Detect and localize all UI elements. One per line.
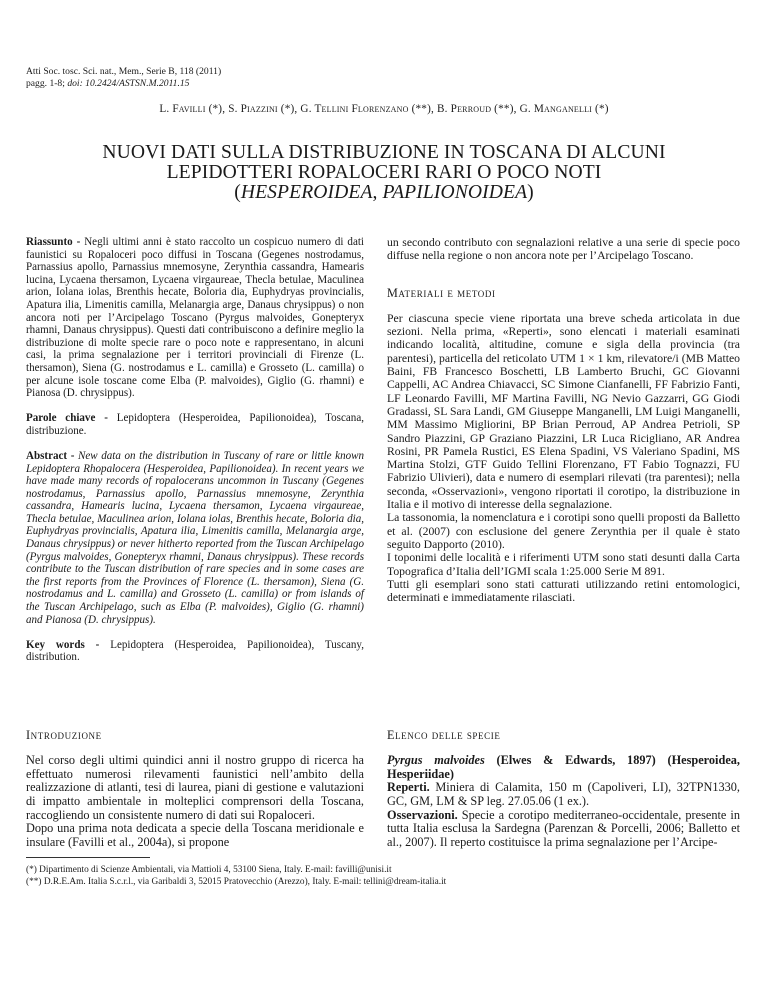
osservazioni-label: Osservazioni. (387, 807, 458, 822)
riassunto-text: Negli ultimi anni è stato raccolto un cospicuo numero di dati faunistici su Ropaloceri poco diffusi in Toscana (Gegenes nostrodamus, Parnassius apollo, Parnassius mnemosyne, Zerynthia cassandra, Hamearis lucina, Lycaena thersamon, Lycaena virgaureae, Thecla betulae, Maculinea arion, Iolana iolas, Brenthis hecate, Boloria dia, Euphydryas provincialis, Apatura ilia, Limenitis camilla, Melanargia arge, Danaus chrysippus) o non ancora noti per l’Arcipelago Toscano (Pyrgus malvoides, Gonepteryx rhamni, Danaus chrysippus). Questi dati contribuiscono a definire meglio la distribuzione di molte specie rare o poco note e rappresentano, in alcuni casi, la prima segnalazione per i territori provinciali di Firenze (L. thersamon), Siena (G. nostrodamus e L. camilla) e Grosseto (L. camilla) o per alcune isole toscane come Elba (P. malvoides), Giglio (G. rhamni) e Pianosa (D. chrysippus). (26, 236, 364, 400)
page-range: pagg. 1-8; (26, 78, 65, 89)
parole-chiave-label: Parole chiave - (26, 412, 117, 425)
osservazioni-text: Specie a corotipo mediterraneo-occidentale, presente in tutta Italia esclusa la Sardegna (Parenzan & Porcelli, 2006; Balletto et al., 2007). Il reperto costituisce la prima segnalazione per l’Arcipe- (387, 807, 740, 849)
species-authority: (Elwes & Edwards, 1897) (Hesperoidea, Hesperiidae) (387, 753, 740, 781)
abstract (26, 450, 364, 626)
title-sep: , (372, 182, 383, 203)
materiali-p1: Per ciascuna specie viene riportata una breve scheda articolata in due sezioni. Nella prima, «Reperti», sono elencati i materiali esaminati indicando località, altitudine, comune e sigla della provincia (tra parentesi), particella del reticolato UTM 1 × 1 km, rilevatore/i (MB Matteo Baini, FB Francesco Boschetti, LB Lamberto Bruchi, GC Giovanni Cappelli, AC Andrea Chiavacci, SC Simone Cianfanelli, FF Fabrizio Fanti, LF Leonardo Favilli, MF Martina Favilli, NG Nevio Gazzarri, GG Giodi Gradassi, SL Sara Landi, GM Giuseppe Manganelli, LM Luigi Manganelli, MM Massimo Migliorini, BP Brian Perroud, AP Andrea Petrioli, SP Sandro Piazzini, GP Graziano Piazzini, LR Luca Ricigliano, AR Andrea Rosini, PR Pamela Rustici, ES Elena Spadini, VS Valeriano Spadini, MS Martina Stolzi, GTF Guido Tellini Florenzano, FT Fabio Tognazzi, FU Fabrizio Ulivieri), data e numero di esemplari rilevati (tra parentesi); nella seconda, «Osservazioni», vengono riportati il corotipo, la distribuzione in Italia e il motivo di interesse della segnalazione. (387, 311, 740, 512)
title-line-3 (40, 183, 728, 203)
title-taxon-b: PAPILIONOIDEA (382, 182, 528, 203)
title-paren-close: ) (527, 182, 534, 203)
footnote-rule (26, 857, 150, 858)
key-words-label: Key words - (26, 638, 111, 651)
intro-continuation: un secondo contributo con segnalazioni relative a una serie di specie poco diffuse nella regione o non ancora note per l’Arcipelago Toscano. (387, 236, 740, 263)
key-words-text: Lepidoptera (Hesperoidea, Papilionoidea), Tuscany, distribution. (26, 638, 364, 664)
abstract-label: Abstract - (26, 449, 79, 462)
osservazioni (387, 809, 740, 850)
reperti-label: Reperti. (387, 780, 430, 795)
title-line-2: LEPIDOTTERI ROPALOCERI RARI O POCO NOTI (166, 162, 602, 183)
parole-chiave-text: Lepidoptera (Hesperoidea, Papilionoidea), Toscana, distribuzione. (26, 412, 364, 437)
materiali-p3: I toponimi delle località e i riferimenti UTM sono stati desunti dalla Carta Topografica d’Italia dell’IGMI scala 1:25.000 Serie M 891. (387, 551, 740, 578)
materiali-p4: Tutti gli esemplari sono stati catturati utilizzando retini entomologici, determinati e immediatamente rilasciati. (387, 577, 740, 605)
materiali-heading: Materiali e metodi (387, 285, 496, 300)
key-words (26, 639, 364, 664)
parole-chiave (26, 412, 364, 437)
page-range-line (26, 78, 221, 90)
elenco-heading: Elenco delle specie (387, 728, 501, 742)
intro-heading: Introduzione (26, 728, 102, 742)
elenco-body (387, 754, 740, 850)
doi: doi: 10.2424/ASTSN.M.2011.15 (67, 78, 190, 89)
paper-title (40, 143, 728, 203)
riassunto-label: Riassunto - (26, 236, 85, 248)
author-list: L. Favilli (*), S. Piazzini (*), G. Tellini Florenzano (**), B. Perroud (**), G. Manganelli (*) (159, 103, 609, 115)
journal-header (26, 66, 221, 90)
intro-p1: Nel corso degli ultimi quindici anni il nostro gruppo di ricerca ha effettuato numerosi rilevamenti faunistici nell’ambito della realizzazione di atlanti, tesi di laurea, piani di gestione e valutazioni di impatto ambientale in molteplici comprensori della Toscana, raccogliendo un consistente numero di dati sui Ropaloceri. (26, 753, 364, 822)
title-taxon-a: HESPEROIDEA (240, 182, 373, 203)
intro-body (26, 754, 364, 850)
title-paren-open: ( (234, 182, 241, 203)
title-line-1: NUOVI DATI SULLA DISTRIBUZIONE IN TOSCANA DI ALCUNI (102, 142, 666, 163)
footnote-2: (**) D.R.E.Am. Italia S.c.r.l., via Garibaldi 3, 52015 Pratovecchio (Arezzo), Italy. E-mail: tellini@dream-italia.it (26, 877, 447, 887)
species-name: Pyrgus malvoides (387, 753, 485, 767)
abstract-text: New data on the distribution in Tuscany of rare or little known Lepidoptera Rhopalocera (Hesperoidea, Papilionoidea). In recent years we have made many records of ropalocerans uncommon in Tuscany (Gegenes nostrodamus, Parnassius apollo, Parnassius mnemosyne, Zerynthia cassandra, Hamearis lucina, Lycaena thersamon, Lycaena virgaureae, Thecla betulae, Maculinea arion, Iolana iolas, Brenthis hecate, Boloria dia, Euphydryas provincialis, Apatura ilia, Limenitis camilla, Melanargia arge, Danaus chrysippus) or never hitherto reported from the Tuscan Archipelago (Pyrgus malvoides, Gonepteryx rhamni, Danaus chrysippus). These records contribute to the Tuscan distribution of rare species and in some cases are the first reports from the Provinces of Florence (L. thersamon), Siena (G. nostrodamus and L. camilla) and Grosseto (L. camilla) or from islands of the Tuscan Archipelago, such as Elba (P. malvoides), Giglio (G. rhamni) and Pianosa (D. chrysippus). (26, 449, 365, 626)
riassunto (26, 236, 364, 400)
abstract-column (26, 236, 364, 664)
footnote-1: (*) Dipartimento di Scienze Ambientali, via Mattioli 4, 53100 Siena, Italy. E-mail: favilli@unisi.it (26, 865, 392, 875)
journal-citation: Atti Soc. tosc. Sci. nat., Mem., Serie B, 118 (2011) (26, 66, 222, 77)
methods-column (387, 236, 740, 604)
species-entry (387, 754, 740, 781)
materiali-p2: La tassonomia, la nomenclatura e i corotipi sono quelli proposti da Balletto et al. (2007) con esclusione del genere Zerynthia per il quale è stato seguito Dapporto (2010). (387, 511, 740, 551)
reperti-text: Miniera di Calamita, 150 m (Capoliveri, LI), 32TPN1330, GC, GM, LM & SP leg. 27.05.06 (1 ex.). (387, 780, 740, 808)
intro-p2: Dopo una prima nota dedicata a specie della Toscana meridionale e insulare (Favilli et al., 2004a), si propone (26, 821, 364, 849)
reperti (387, 781, 740, 808)
